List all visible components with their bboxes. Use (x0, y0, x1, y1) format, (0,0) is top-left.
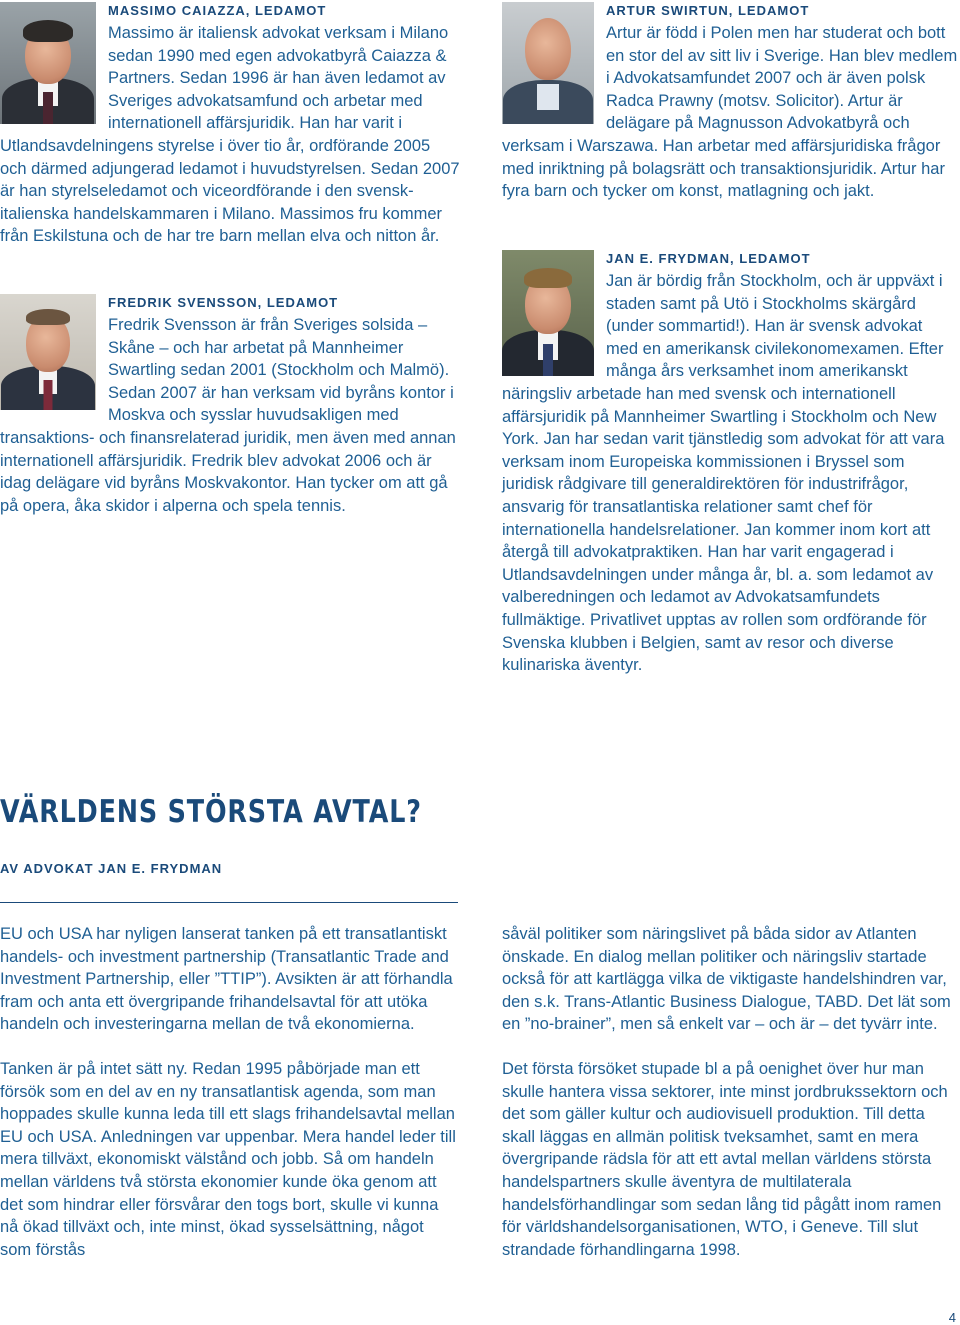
bio-text: Fredrik Svensson är från Sveriges solsida – Skåne – och har arbetat på Mannheimer Swartling sedan 2001 (Stockholm och Malmö). Sedan 2007 är han verksam vid byråns kontor i Moskva och sysslar huvudsakligen med transaktions- och finansrelaterad juridik, men även med annan internationell affärsjuridik. Fredrik blev advokat 2006 och är idag delägare vid byråns Moskvakontor. Han tycker om att gå på opera, åka skidor i alperna och spela tennis. (0, 316, 456, 515)
portrait-massimo-caiazza (0, 2, 96, 124)
article-paragraph: Det första försöket stupade bl a på oenighet över hur man skulle hantera vissa sektorer, inte minst jordbrukssektorn och det som gäller kultur och audiovisuell produktion. Till detta skall läggas en allmän politisk tveksamhet, samt en mera övergripande rädsla för att ett avtal mellan världens största handelspartners skulle äventyra de multilaterala handelsförhandlingar som sedan lång tid pågått inom ramen för världshandelsorganisationen, WTO, i Geneve. Till slut strandade förhandlingarna 1998. (502, 1059, 948, 1259)
bio-name: JAN E. FRYDMAN, LEDAMOT (606, 251, 811, 266)
portrait-artur-swirtun (502, 2, 594, 124)
article-column-right (502, 923, 960, 1283)
bio-massimo-caiazza (0, 2, 460, 248)
bio-name: MASSIMO CAIAZZA, LEDAMOT (108, 3, 327, 18)
article-byline: AV ADVOKAT JAN E. FRYDMAN (0, 861, 223, 876)
article-paragraph: EU och USA har nyligen lanserat tanken på ett transatlantiskt handels- och investment partnership (Transatlantic Trade and Investment Partnership, eller ”TTIP”). Avsikten är att förhandla fram och anta ett övergripande frihandelsavtal för att utöka handeln och investeringarna mellan de två ekonomierna. (0, 925, 453, 1034)
bio-text: Jan är bördig från Stockholm, och är uppväxt i staden samt på Utö i Stockholms skärgård (under sommartid!). Han är svensk advokat med en amerikansk civilekonomexamen. Efter många års verksamhet inom amerikanskt näringsliv arbetade han med svensk och internationell affärsjuridik på Mannheimer Swartling i Stockholm och New York. Jan har sedan varit tjänstledig som advokat för att vara verksam inom Europeiska kommissionen i Bryssel som juridisk rådgivare till generaldirektören för industrifrågor, ansvarig för transatlantiska relationer samt chef för internationella handelsrelationer. Jan kommer inom kort att återgå till advokatpraktiken. Han har varit engagerad i Utlandsavdelningen under många år, bl. a. som ledamot av valberedningen och ledamot av Advokatsamfundets fullmäktige. Privatlivet upptas av rollen som ordförande för Svenska klubben i Belgien, samt av resor och diverse kulinariska äventyr. (502, 272, 945, 675)
article-column-left (0, 923, 458, 1283)
bio-name: FREDRIK SVENSSON, LEDAMOT (108, 295, 339, 310)
bio-text: Massimo är italiensk advokat verksam i Milano sedan 1990 med egen advokatbyrå Caiazza & Partners. Sedan 1996 är han även ledamot av Sveriges advokatsamfund och arbetar med internationell affärsjuridik. Han har varit i Utlandsavdelningens styrelse i över tio år, ordförande 2005 och därmed adjungerad ledamot i huvudstyrelsen. Sedan 2007 är han styrelseledamot och viceordförande i den svensk-italienska handelskammaren i Milano. Massimos fru kommer från Eskilstuna och de har tre barn mellan elva och nitton år. (0, 24, 460, 246)
bio-artur-swirtun (502, 2, 958, 203)
article-paragraph: Tanken är på intet sätt ny. Redan 1995 påbörjade man ett försök som en del av en ny transatlantisk agenda, som man hoppades skulle kunna leda till ett slags frihandelsavtal mellan EU och USA. Anledningen var uppenbar. Mera handel leder till mera tillväxt, ekonomiskt välstånd och jobb. Så om handeln mellan världens två största ekonomier kunde öka genom att det som hindrar eller försvårar den togs bort, skulle vi kunna nå ökad tillväxt och, inte minst, ökad sysselsättning, något som förstås (0, 1059, 456, 1259)
portrait-jan-frydman (502, 250, 594, 376)
bio-text: Artur är född i Polen men har studerat och bott en stor del av sitt liv i Sverige. Han blev medlem i Advokatsamfundet 2007 och är även polsk Radca Prawny (motsv. Solicitor). Artur är delägare på Magnusson Advokatbyrå och verksam i Warszawa. Han arbetar med affärsjuridiska frågor med inriktning på bolagsrätt och transaktionsjuridik. Artur har fyra barn och tycker om konst, matlagning och jakt. (502, 24, 958, 201)
article-headline: VÄRLDENS STÖRSTA AVTAL? (0, 794, 422, 830)
divider-rule (0, 902, 458, 903)
portrait-fredrik-svensson (0, 294, 96, 410)
bio-jan-frydman (502, 250, 958, 677)
article-paragraph: såväl politiker som näringslivet på båda sidor av Atlanten önskade. En dialog mellan politiker och näringsliv startade också för att kartlägga vilka de viktigaste handelshindren var, den s.k. Trans-Atlantic Business Dialogue, TABD. Det lät som en ”no-brainer”, men så enkelt var – och är – det tyvärr inte. (502, 925, 951, 1034)
bio-name: ARTUR SWIRTUN, LEDAMOT (606, 3, 810, 18)
bio-fredrik-svensson (0, 294, 460, 517)
page-number: 4 (948, 1310, 956, 1325)
